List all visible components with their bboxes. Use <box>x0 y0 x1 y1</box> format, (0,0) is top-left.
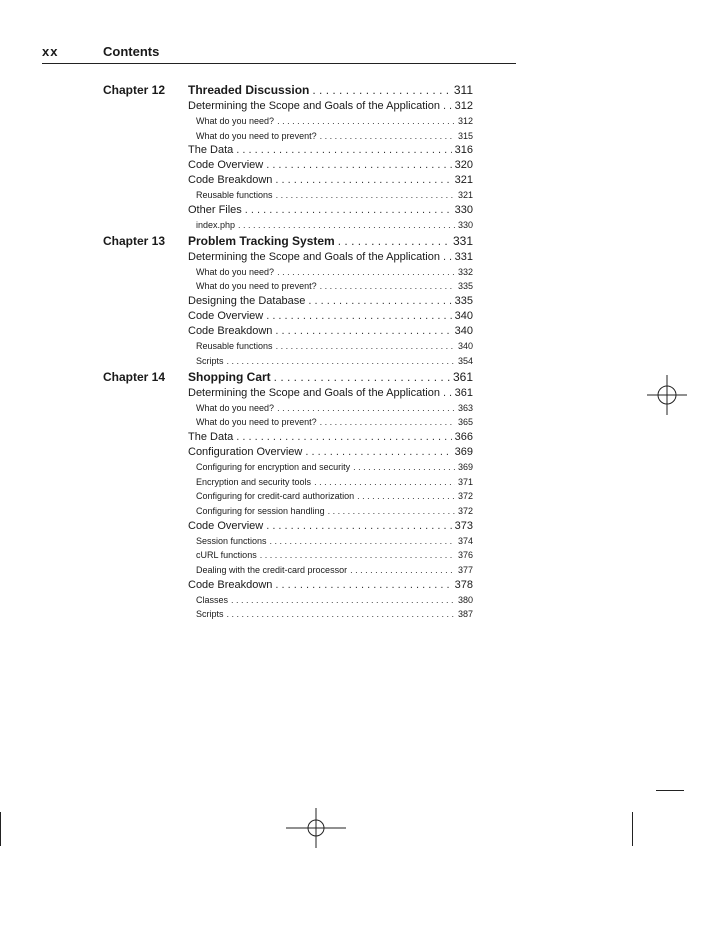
dot-leader <box>357 489 455 504</box>
dot-leader <box>314 475 455 490</box>
dot-leader <box>275 578 451 593</box>
toc-entry <box>188 218 473 233</box>
entry-text: What do you need? <box>196 266 275 277</box>
chapter-label: Chapter 14 <box>103 369 166 384</box>
dot-leader <box>227 607 455 622</box>
entry-page-number: 340 <box>454 310 473 323</box>
entry-page-number: 335 <box>457 281 473 292</box>
entry-page-number: 320 <box>454 159 473 172</box>
toc-entry <box>188 143 473 158</box>
toc-entry <box>188 607 473 622</box>
toc-entry <box>188 158 473 173</box>
dot-leader <box>266 519 451 534</box>
entry-text: Dealing with the credit-card processor <box>196 565 348 575</box>
toc-entry <box>188 173 473 188</box>
toc-entry <box>188 563 473 578</box>
toc-entry <box>188 203 473 218</box>
toc-entry <box>188 460 473 475</box>
entry-page-number: 371 <box>457 476 473 487</box>
entry-text: What do you need to prevent? <box>196 281 317 292</box>
entry-page-number: 321 <box>454 174 473 187</box>
registration-mark-right <box>647 375 687 415</box>
entry-text: What do you need to prevent? <box>196 130 317 141</box>
toc-entry <box>188 504 473 519</box>
entry-page-number: 312 <box>454 100 473 112</box>
entry-text: Designing the Database <box>188 295 306 308</box>
entry-text: Problem Tracking System <box>188 233 335 248</box>
dot-leader <box>275 324 451 339</box>
dot-leader <box>305 445 451 460</box>
entry-text: Code Overview <box>188 159 264 172</box>
chapter-title-entry <box>188 369 473 386</box>
dot-leader <box>443 250 452 265</box>
entry-text: Classes <box>196 594 229 605</box>
dot-leader <box>312 82 450 99</box>
entry-page-number: 374 <box>457 535 473 546</box>
entry-text: Reusable functions <box>196 341 273 352</box>
page-header <box>42 44 516 64</box>
entry-page-number: 366 <box>454 430 473 443</box>
dot-leader <box>277 265 455 280</box>
dot-leader <box>338 233 450 250</box>
crop-mark-bottom-right-vertical <box>632 812 633 846</box>
toc-entry <box>188 99 473 114</box>
toc-entry <box>188 279 473 294</box>
dot-leader <box>231 593 455 608</box>
registration-mark-bottom <box>286 808 346 848</box>
entry-text: Scripts <box>196 355 224 366</box>
toc-entry <box>188 188 473 203</box>
page-number: xx <box>42 44 59 59</box>
dot-leader <box>350 563 455 578</box>
dot-leader <box>277 401 455 416</box>
dot-leader <box>275 173 451 188</box>
entry-page-number: 365 <box>457 417 473 428</box>
entry-text: Threaded Discussion <box>188 83 310 97</box>
entry-page-number: 369 <box>454 445 473 458</box>
entry-text: Configuring for encryption and security <box>196 461 351 472</box>
entry-page-number: 377 <box>457 565 473 575</box>
entry-page-number: 330 <box>457 220 473 231</box>
toc-entry <box>188 114 473 129</box>
chapter-label: Chapter 13 <box>103 233 166 248</box>
entry-text: Code Breakdown <box>188 325 273 338</box>
toc-entry <box>188 294 473 309</box>
dot-leader <box>245 203 452 218</box>
dot-leader <box>236 143 451 158</box>
entry-page-number: 335 <box>454 295 473 308</box>
entry-text: Configuration Overview <box>188 445 303 458</box>
toc-entry <box>188 430 473 445</box>
entry-text: Shopping Cart <box>188 369 271 384</box>
toc-entry <box>188 445 473 460</box>
entry-page-number: 321 <box>457 190 473 201</box>
crop-mark-bottom-left <box>0 812 1 846</box>
toc-entry <box>188 578 473 593</box>
entry-page-number: 369 <box>457 461 473 472</box>
entry-text: The Data <box>188 430 234 443</box>
toc-entry <box>188 386 473 401</box>
entry-text: Code Overview <box>188 519 264 532</box>
toc-entry <box>188 548 473 563</box>
dot-leader <box>266 309 451 324</box>
entry-text: Reusable functions <box>196 190 273 201</box>
toc-entry <box>188 339 473 354</box>
entry-text: Determining the Scope and Goals of the Application <box>188 250 440 263</box>
entry-page-number: 387 <box>457 609 473 620</box>
chapter-label: Chapter 12 <box>103 83 166 97</box>
entry-page-number: 331 <box>452 233 473 248</box>
toc-entry <box>188 265 473 280</box>
dot-leader <box>270 534 455 549</box>
toc-entry <box>188 250 473 265</box>
entry-page-number: 363 <box>457 402 473 413</box>
dot-leader <box>320 415 455 430</box>
toc-entry <box>188 415 473 430</box>
chapter-block <box>103 369 473 623</box>
entry-text: Encryption and security tools <box>196 476 312 487</box>
dot-leader <box>260 548 455 563</box>
entry-text: Determining the Scope and Goals of the Application <box>188 100 440 112</box>
entry-text: What do you need? <box>196 116 275 126</box>
entry-page-number: 361 <box>452 369 473 384</box>
entry-page-number: 316 <box>454 144 473 157</box>
toc-entry <box>188 309 473 324</box>
dot-leader <box>443 386 452 401</box>
dot-leader <box>276 339 455 354</box>
entry-page-number: 311 <box>453 83 473 97</box>
dot-leader <box>443 99 452 114</box>
chapter-title-entry <box>188 233 473 250</box>
toc-entry <box>188 324 473 339</box>
entry-text: Code Overview <box>188 310 264 323</box>
dot-leader <box>328 504 455 519</box>
entry-page-number: 376 <box>457 550 473 561</box>
dot-leader <box>276 188 455 203</box>
entry-page-number: 332 <box>457 266 473 277</box>
toc-entry <box>188 354 473 369</box>
table-of-contents <box>103 82 473 622</box>
toc-entry <box>188 129 473 144</box>
entry-page-number: 340 <box>454 325 473 338</box>
entry-page-number: 372 <box>457 491 473 502</box>
entry-text: cURL functions <box>196 550 257 561</box>
entry-page-number: 330 <box>454 204 473 217</box>
entry-text: What do you need? <box>196 402 275 413</box>
crop-mark-bottom-right-horizontal <box>656 790 684 791</box>
entry-page-number: 380 <box>457 594 473 605</box>
entry-page-number: 361 <box>454 386 473 399</box>
chapter-title-entry <box>188 82 473 99</box>
entry-text: Code Breakdown <box>188 174 273 187</box>
entry-text: Configuring for session handling <box>196 505 325 516</box>
toc-entry <box>188 593 473 608</box>
dot-leader <box>274 369 450 386</box>
toc-entry <box>188 475 473 490</box>
entry-text: Scripts <box>196 609 224 620</box>
entry-text: The Data <box>188 144 234 157</box>
entry-page-number: 340 <box>457 341 473 352</box>
entry-text: index.php <box>196 220 236 231</box>
dot-leader <box>236 430 451 445</box>
entry-text: Code Breakdown <box>188 578 273 591</box>
dot-leader <box>277 114 455 129</box>
entry-page-number: 378 <box>454 578 473 591</box>
dot-leader <box>320 279 455 294</box>
toc-entry <box>188 489 473 504</box>
toc-entry <box>188 534 473 549</box>
toc-entry <box>188 401 473 416</box>
entry-text: Determining the Scope and Goals of the Application <box>188 386 440 399</box>
dot-leader <box>308 294 451 309</box>
entry-text: Configuring for credit-card authorization <box>196 491 355 502</box>
entry-page-number: 315 <box>457 130 473 141</box>
running-head: Contents <box>103 44 160 59</box>
entry-page-number: 373 <box>454 519 473 532</box>
entry-text: Session functions <box>196 535 267 546</box>
dot-leader <box>320 129 455 144</box>
toc-entry <box>188 519 473 534</box>
entry-page-number: 312 <box>457 116 473 126</box>
dot-leader <box>266 158 451 173</box>
chapter-block <box>103 82 473 233</box>
entry-page-number: 354 <box>457 355 473 366</box>
entry-page-number: 372 <box>457 505 473 516</box>
dot-leader <box>238 218 455 233</box>
entry-page-number: 331 <box>454 250 473 263</box>
dot-leader <box>227 354 455 369</box>
entry-text: Other Files <box>188 204 242 217</box>
entry-text: What do you need to prevent? <box>196 417 317 428</box>
chapter-block <box>103 233 473 369</box>
dot-leader <box>353 460 455 475</box>
